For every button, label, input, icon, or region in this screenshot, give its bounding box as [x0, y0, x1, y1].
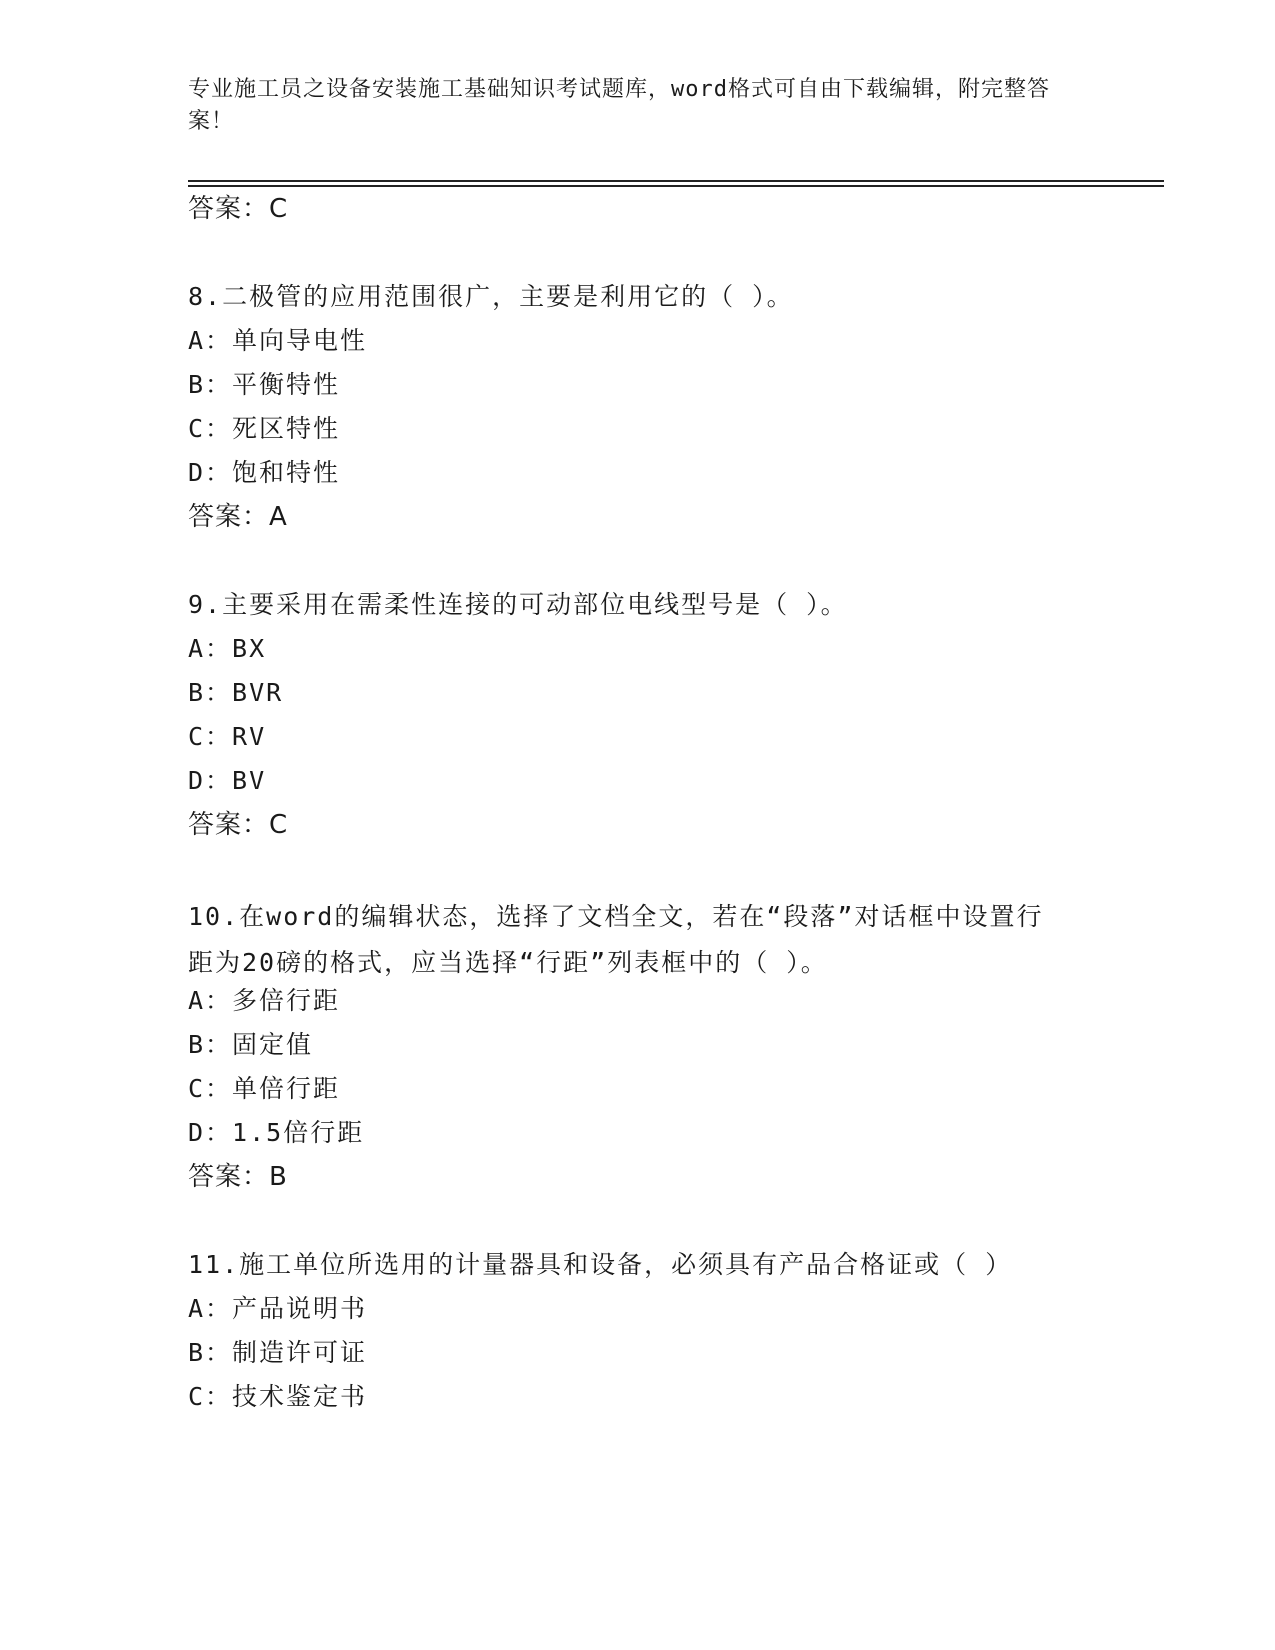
q9-question: 9.主要采用在需柔性连接的可动部位电线型号是（ ）。	[188, 590, 848, 619]
q10-option-d: D：1.5倍行距	[188, 1118, 365, 1147]
header-divider-bottom	[188, 185, 1164, 187]
q8-option-b: B：平衡特性	[188, 370, 341, 399]
header-divider-top	[188, 180, 1164, 182]
q11-option-b: B：制造许可证	[188, 1338, 368, 1367]
q10-option-a: A：多倍行距	[188, 986, 341, 1015]
document-header: 专业施工员之设备安装施工基础知识考试题库，word格式可自由下载编辑，附完整答案！	[188, 77, 1050, 134]
q8-option-d: D：饱和特性	[188, 458, 341, 487]
q10-answer: 答案：B	[188, 1162, 288, 1192]
q10-option-b: B：固定值	[188, 1030, 314, 1059]
q10-option-c: C：单倍行距	[188, 1074, 341, 1103]
q9-option-a: A：BX	[188, 634, 267, 663]
q11-option-c: C：技术鉴定书	[188, 1382, 368, 1411]
q11-question: 11.施工单位所选用的计量器具和设备，必须具有产品合格证或（ ）	[188, 1250, 1013, 1279]
q9-option-b: B：BVR	[188, 678, 284, 707]
q8-option-c: C：死区特性	[188, 414, 341, 443]
q7-answer: 答案：C	[188, 194, 289, 224]
q8-option-a: A：单向导电性	[188, 326, 368, 355]
q9-option-c: C：RV	[188, 722, 267, 751]
q8-answer: 答案：A	[188, 502, 288, 532]
q8-question: 8.二极管的应用范围很广，主要是利用它的（ ）。	[188, 282, 794, 311]
q9-option-d: D：BV	[188, 766, 267, 795]
q10-question: 10.在word的编辑状态，选择了文档全文，若在“段落”对话框中设置行距为20磅的格式，应当选择“行距”列表框中的（ ）。	[188, 902, 1044, 977]
q9-answer: 答案：C	[188, 810, 289, 840]
q11-option-a: A：产品说明书	[188, 1294, 368, 1323]
